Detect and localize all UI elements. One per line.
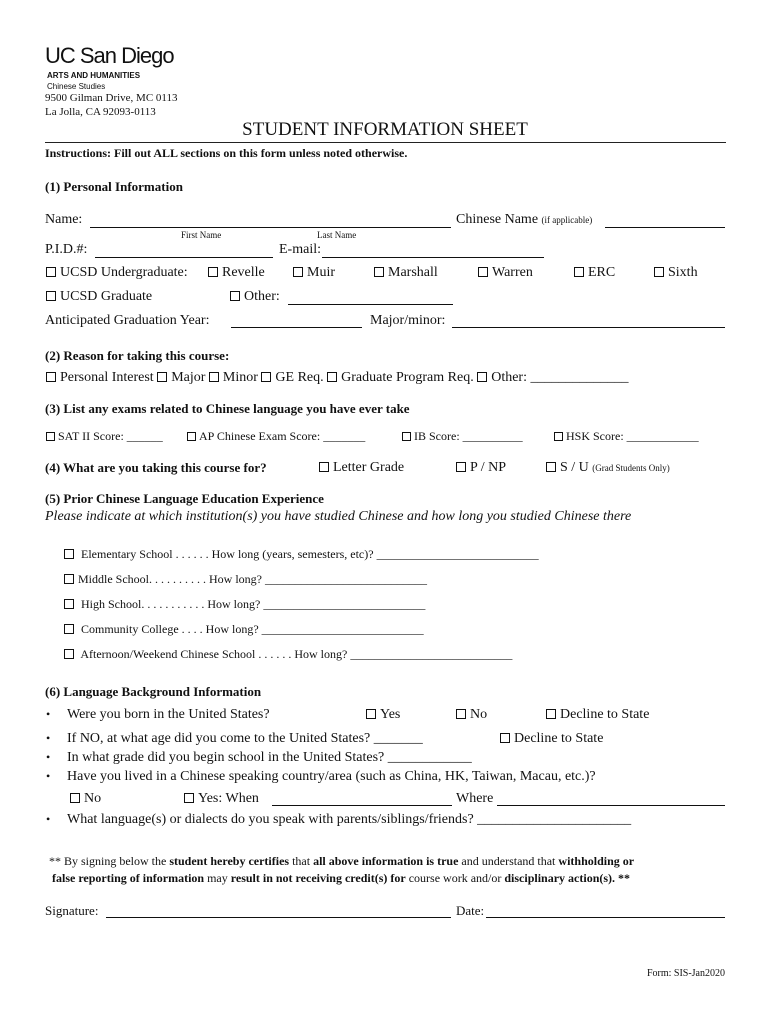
name-field[interactable] bbox=[90, 227, 451, 228]
checkbox-icon[interactable] bbox=[319, 462, 329, 472]
bullet-icon: • bbox=[46, 769, 51, 783]
email-label: E-mail: bbox=[279, 242, 321, 257]
page-title: STUDENT INFORMATION SHEET bbox=[242, 119, 528, 140]
checkbox-icon[interactable] bbox=[574, 267, 584, 277]
checkbox-icon[interactable] bbox=[456, 462, 466, 472]
born-no[interactable]: No bbox=[456, 707, 487, 723]
address-line-2: La Jolla, CA 92093-0113 bbox=[45, 106, 156, 118]
college-warren[interactable]: Warren bbox=[478, 265, 533, 281]
edu-elementary[interactable]: Elementary School . . . . . . How long (years, semesters, etc)? ___________________________ bbox=[64, 547, 539, 562]
checkbox-icon[interactable] bbox=[64, 549, 74, 559]
reason-major[interactable]: Major bbox=[157, 370, 205, 385]
checkbox-icon[interactable] bbox=[64, 599, 74, 609]
checkbox-icon[interactable] bbox=[654, 267, 664, 277]
checkbox-icon[interactable] bbox=[184, 793, 194, 803]
checkbox-icon[interactable] bbox=[546, 462, 556, 472]
major-label: Major/minor: bbox=[370, 313, 446, 328]
college-erc[interactable]: ERC bbox=[574, 265, 615, 281]
form-code: Form: SIS-Jan2020 bbox=[646, 968, 725, 979]
checkbox-icon[interactable] bbox=[261, 372, 271, 382]
grade-letter[interactable]: Letter Grade bbox=[319, 460, 404, 476]
checkbox-icon[interactable] bbox=[366, 709, 376, 719]
checkbox-icon[interactable] bbox=[64, 624, 74, 634]
edu-community[interactable]: Community College . . . . How long? ___________________________ bbox=[64, 622, 424, 637]
checkbox-icon[interactable] bbox=[64, 649, 74, 659]
bullet-icon: • bbox=[46, 707, 51, 721]
reason-minor[interactable]: Minor bbox=[209, 370, 258, 385]
checkbox-icon[interactable] bbox=[402, 432, 411, 441]
date-field[interactable] bbox=[486, 917, 725, 918]
grade-pnp[interactable]: P / NP bbox=[456, 460, 506, 476]
q-lived-chinese: Have you lived in a Chinese speaking country/area (such as China, HK, Taiwan, Macau, etc.)? bbox=[67, 769, 596, 784]
pid-field[interactable] bbox=[95, 257, 273, 258]
edu-high[interactable]: High School. . . . . . . . . . . How long? ___________________________ bbox=[64, 597, 425, 612]
reason-personal[interactable]: Personal Interest bbox=[46, 370, 154, 385]
exam-hsk[interactable]: HSK Score: ____________ bbox=[554, 429, 699, 444]
college-sixth[interactable]: Sixth bbox=[654, 265, 698, 281]
address-line-1: 9500 Gilman Drive, MC 0113 bbox=[45, 92, 178, 104]
exam-ib[interactable]: IB Score: __________ bbox=[402, 429, 523, 444]
college-marshall[interactable]: Marshall bbox=[374, 265, 438, 281]
other-option[interactable]: Other: bbox=[230, 289, 280, 305]
checkbox-icon[interactable] bbox=[477, 372, 487, 382]
lived-when-field[interactable] bbox=[272, 805, 452, 806]
checkbox-icon[interactable] bbox=[500, 733, 510, 743]
q-born-us: Were you born in the United States? bbox=[67, 707, 270, 722]
age-decline[interactable]: Decline to State bbox=[500, 731, 603, 747]
checkbox-icon[interactable] bbox=[46, 291, 56, 301]
edu-middle[interactable]: Middle School. . . . . . . . . . How long? ___________________________ bbox=[64, 572, 427, 587]
checkbox-icon[interactable] bbox=[208, 267, 218, 277]
bullet-icon: • bbox=[46, 812, 51, 826]
division-name: ARTS AND HUMANITIES bbox=[47, 71, 141, 80]
grade-su[interactable]: S / U (Grad Students Only) bbox=[546, 460, 670, 476]
section-2-heading: (2) Reason for taking this course: bbox=[45, 348, 230, 363]
email-field[interactable] bbox=[322, 257, 544, 258]
graduate-option[interactable]: UCSD Graduate bbox=[46, 289, 152, 305]
lived-where-field[interactable] bbox=[497, 805, 725, 806]
undergrad-option[interactable]: UCSD Undergraduate: bbox=[46, 265, 188, 281]
reason-other[interactable]: Other: ______________ bbox=[477, 370, 628, 385]
reason-grad-program[interactable]: Graduate Program Req. bbox=[327, 370, 474, 385]
section-1-heading: (1) Personal Information bbox=[45, 179, 183, 194]
edu-weekend[interactable]: Afternoon/Weekend Chinese School . . . . . . How long? ___________________________ bbox=[64, 647, 512, 662]
section-5-subtitle: Please indicate at which institution(s) you have studied Chinese and how long you studied Chinese there bbox=[45, 509, 632, 524]
checkbox-icon[interactable] bbox=[456, 709, 466, 719]
pid-label: P.I.D.#: bbox=[45, 242, 88, 257]
grad-year-label: Anticipated Graduation Year: bbox=[45, 313, 210, 328]
checkbox-icon[interactable] bbox=[546, 709, 556, 719]
last-name-caption: Last Name bbox=[317, 230, 357, 240]
other-field[interactable] bbox=[288, 304, 453, 305]
checkbox-icon[interactable] bbox=[293, 267, 303, 277]
checkbox-icon[interactable] bbox=[327, 372, 337, 382]
checkbox-icon[interactable] bbox=[46, 267, 56, 277]
section-5-heading: (5) Prior Chinese Language Education Experience bbox=[45, 491, 324, 506]
born-yes[interactable]: Yes bbox=[366, 707, 400, 723]
exam-sat[interactable]: SAT II Score: ______ bbox=[46, 429, 163, 444]
instructions: Instructions: Fill out ALL sections on this form unless noted otherwise. bbox=[45, 146, 408, 160]
major-field[interactable] bbox=[452, 327, 725, 328]
section-4-heading: (4) What are you taking this course for? bbox=[45, 460, 267, 475]
ucsd-logo: UC San Diego bbox=[45, 43, 174, 68]
q-languages: What language(s) or dialects do you speak with parents/siblings/friends? ______________________ bbox=[67, 812, 632, 827]
q-grade-began: In what grade did you begin school in the United States? ____________ bbox=[67, 750, 472, 765]
program-name: Chinese Studies bbox=[47, 82, 106, 91]
checkbox-icon[interactable] bbox=[70, 793, 80, 803]
lived-yes[interactable]: Yes: When bbox=[184, 791, 259, 807]
chinese-name-label: Chinese Name (if applicable) bbox=[456, 212, 593, 227]
grad-year-field[interactable] bbox=[231, 327, 362, 328]
checkbox-icon[interactable] bbox=[209, 372, 219, 382]
title-divider bbox=[45, 142, 726, 143]
bullet-icon: • bbox=[46, 750, 51, 764]
section-6-heading: (6) Language Background Information bbox=[45, 684, 262, 699]
signature-field[interactable] bbox=[106, 917, 451, 918]
checkbox-icon[interactable] bbox=[374, 267, 384, 277]
checkbox-icon[interactable] bbox=[478, 267, 488, 277]
q-age-arrived: If NO, at what age did you come to the United States? _______ bbox=[67, 731, 423, 746]
checkbox-icon[interactable] bbox=[554, 432, 563, 441]
bullet-icon: • bbox=[46, 731, 51, 745]
section-3-heading: (3) List any exams related to Chinese language you have ever take bbox=[45, 401, 410, 416]
college-revelle[interactable]: Revelle bbox=[208, 265, 265, 281]
certification-line-1: ** By signing below the student hereby certifies that all above information is true and understand that withholding or bbox=[49, 854, 635, 868]
exam-ap[interactable]: AP Chinese Exam Score: _______ bbox=[187, 429, 365, 444]
checkbox-icon[interactable] bbox=[64, 574, 74, 584]
certification-line-2: false reporting of information may result in not receiving credit(s) for course work and/or disciplinary action(s). ** bbox=[52, 871, 631, 885]
college-muir[interactable]: Muir bbox=[293, 265, 335, 281]
reason-options bbox=[46, 370, 628, 386]
checkbox-icon[interactable] bbox=[230, 291, 240, 301]
checkbox-icon[interactable] bbox=[46, 372, 56, 382]
where-label: Where bbox=[456, 791, 494, 806]
first-name-caption: First Name bbox=[181, 230, 222, 240]
chinese-name-field[interactable] bbox=[605, 227, 725, 228]
checkbox-icon[interactable] bbox=[157, 372, 167, 382]
born-decline[interactable]: Decline to State bbox=[546, 707, 649, 723]
date-label: Date: bbox=[456, 903, 485, 918]
reason-ge[interactable]: GE Req. bbox=[261, 370, 323, 385]
name-label: Name: bbox=[45, 212, 83, 227]
checkbox-icon[interactable] bbox=[187, 432, 196, 441]
lived-no[interactable]: No bbox=[70, 791, 101, 807]
signature-label: Signature: bbox=[45, 903, 99, 918]
checkbox-icon[interactable] bbox=[46, 432, 55, 441]
